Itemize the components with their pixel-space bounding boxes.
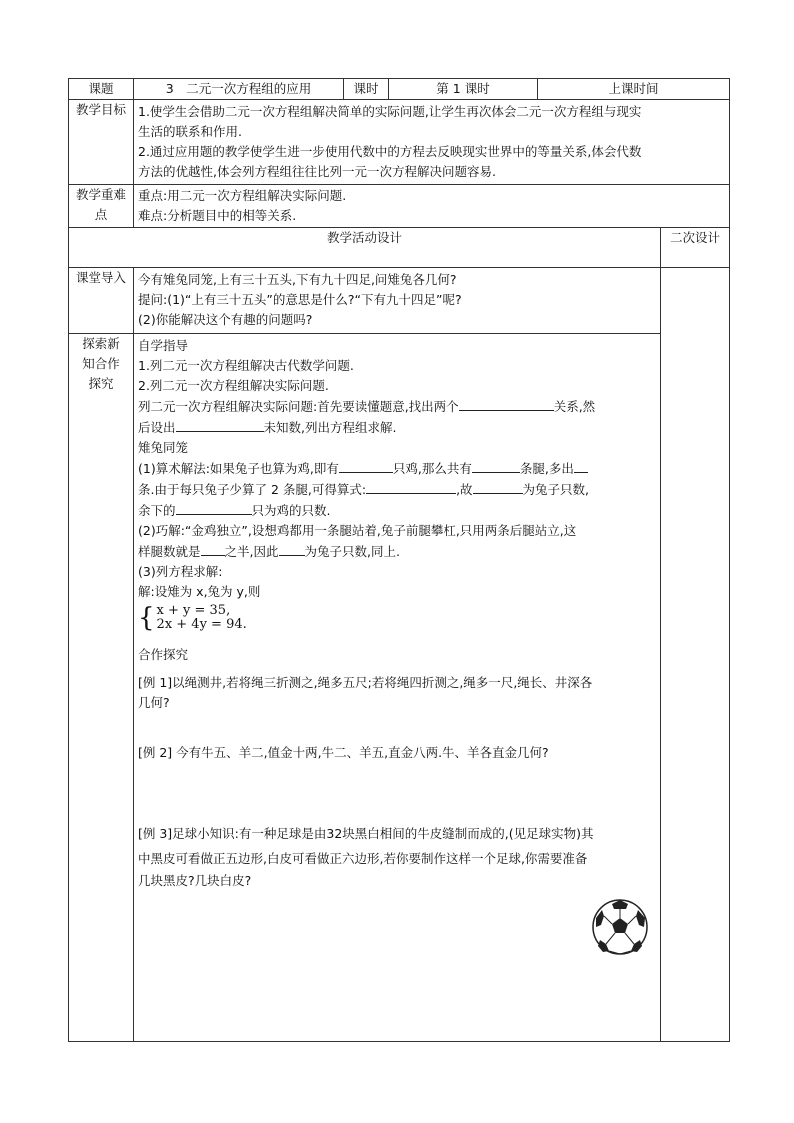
explore-row: [69, 334, 730, 1042]
arith-line: 条.由于每只兔子少算了 2 条腿,可得算式: ,故 为兔子只数,: [138, 479, 656, 500]
intro-line: (2)你能解决这个有趣的问题吗?: [138, 312, 313, 327]
focus-text: 重点:用二元一次方程组解决实际问题.: [138, 188, 347, 203]
coop-title: 合作探究: [138, 647, 189, 662]
goals-row: [69, 100, 730, 185]
explore-label: 探索新知合作探究: [69, 334, 134, 1042]
study-item: 2.列二元一次方程组解决实际问题.: [138, 378, 329, 393]
intro-content: [134, 268, 661, 334]
goals-label: 教学目标: [69, 100, 134, 185]
fill-blank[interactable]: [339, 458, 393, 473]
difficulty-text: 难点:分析题目中的相等关系.: [138, 208, 297, 223]
equation-system: [138, 603, 656, 633]
fill-blank[interactable]: [473, 479, 523, 494]
fill-blank[interactable]: [201, 541, 225, 556]
keys-content: [134, 185, 730, 228]
method-line: 列二元一次方程组解决实际问题:首先要读懂题意,找出两个 关系,然: [138, 396, 656, 417]
soccer-ball-icon: [590, 897, 650, 957]
cage-title: 雉兔同笼: [138, 440, 189, 455]
example-1-line: 几何?: [138, 695, 170, 710]
explore-content: [134, 334, 661, 1042]
second-design-column: [661, 268, 730, 1042]
example-3-line: 中黑皮可看做正五边形,白皮可看做正六边形,若你要制作这样一个足球,你需要准备: [138, 851, 588, 866]
lesson-plan-sheet: [68, 78, 729, 1042]
spacer: [138, 763, 656, 821]
intro-row: [69, 268, 730, 334]
fill-blank[interactable]: [366, 479, 456, 494]
header-row: [69, 79, 730, 100]
goal-line: 生活的联系和作用.: [138, 124, 242, 139]
second-design-label: 二次设计: [661, 228, 730, 268]
fill-blank[interactable]: [459, 396, 554, 411]
equation-title: (3)列方程求解:: [138, 564, 223, 579]
activity-header-row: [69, 228, 730, 268]
arith-line: 余下的 只为鸡的只数.: [138, 500, 656, 521]
fill-blank[interactable]: [472, 458, 520, 473]
equation-setup: 解:设雉为 x,兔为 y,则: [138, 584, 261, 599]
hours-label: 课时: [344, 79, 389, 100]
method-line: 后设出 未知数,列出方程组求解.: [138, 417, 656, 438]
lesson-plan-table: [68, 78, 730, 1042]
equation-lines: [157, 603, 247, 633]
arith-line: (1)算术解法:如果兔子也算为鸡,即有 只鸡,那么共有 条腿,多出: [138, 458, 656, 479]
topic-value: 3 二元一次方程组的应用: [134, 79, 344, 100]
goal-line: 2.通过应用题的教学使学生进一步使用代数中的方程去反映现实世界中的等量关系,体会代数: [138, 144, 642, 159]
intro-line: 提问:(1)“上有三十五头”的意思是什么?“下有九十四足”呢?: [138, 292, 462, 307]
hours-value: 第 1 课时: [389, 79, 538, 100]
fill-blank[interactable]: [574, 458, 588, 473]
example-1-line: [例 1]以绳测井,若将绳三折测之,绳多五尺;若将绳四折测之,绳多一尺,绳长、井深各: [138, 675, 593, 690]
study-item: 1.列二元一次方程组解决古代数学问题.: [138, 358, 354, 373]
spacer: [138, 633, 656, 645]
goals-content: [134, 100, 730, 185]
fill-blank[interactable]: [176, 500, 252, 515]
fill-blank[interactable]: [279, 541, 305, 556]
intro-line: 今有雉兔同笼,上有三十五头,下有九十四足,问雉兔各几何?: [138, 272, 457, 287]
example-2: [例 2] 今有牛五、羊二,值金十两,牛二、羊五,直金八两.牛、羊各直金几何?: [138, 745, 549, 760]
goal-line: 1.使学生会借助二元一次方程组解决简单的实际问题,让学生再次体会二元一次方程组与现实: [138, 104, 642, 119]
topic-label: 课题: [69, 79, 134, 100]
trick-line: (2)巧解:“金鸡独立”,设想鸡都用一条腿站着,兔子前腿攀杠,只用两条后腿站立,这: [138, 523, 577, 538]
trick-line: 样腿数就是 之半,因此 为兔子只数,同上.: [138, 541, 656, 562]
equation-2: 2x + 4y = 94.: [156, 617, 247, 632]
activity-title: 教学活动设计: [69, 228, 661, 268]
spacer: [138, 713, 656, 743]
class-time-label: 上课时间: [538, 79, 730, 100]
fill-blank[interactable]: [176, 417, 264, 432]
self-study-title: 自学指导: [138, 338, 189, 353]
example-3-line: 几块黑皮?几块白皮?: [138, 873, 252, 888]
equation-1: x + y = 35,: [156, 603, 231, 618]
brace-symbol: {: [138, 603, 155, 633]
keys-row: [69, 185, 730, 228]
goal-line: 方法的优越性,体会列方程组往往比列一元一次方程解决问题容易.: [138, 164, 496, 179]
keys-label: 教学重难点: [69, 185, 134, 228]
example-3-line: [例 3]足球小知识:有一种足球是由32块黑白相间的牛皮缝制而成的,(见足球实物)其: [138, 826, 594, 841]
intro-label: 课堂导入: [69, 268, 134, 334]
